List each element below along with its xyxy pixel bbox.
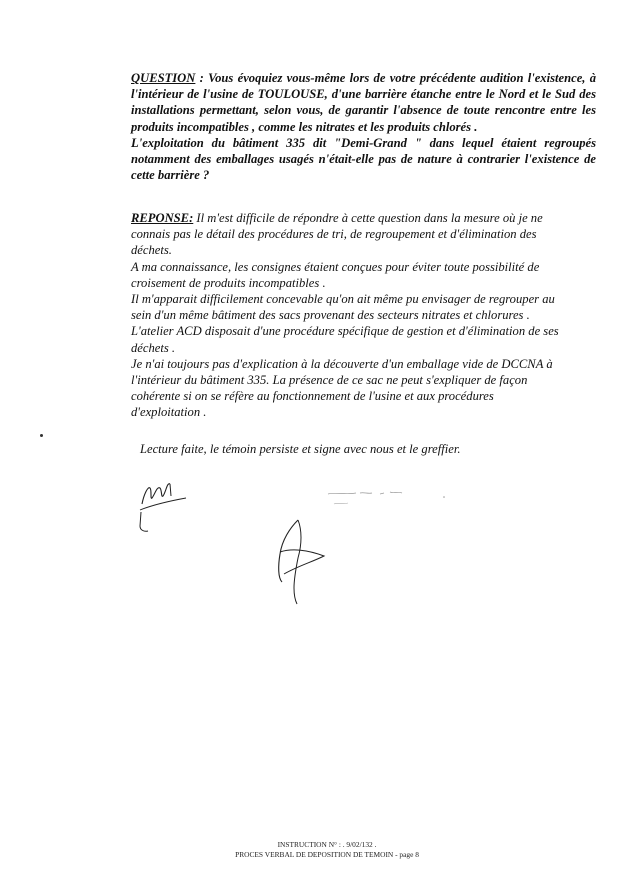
response-line-8: L'atelier ACD disposait d'une procédure spécifique de gestion et d'élimination de ses (131, 324, 559, 339)
response-line-5: croisement de produits incompatibles . (131, 275, 326, 290)
footer-page-info: PROCES VERBAL DE DEPOSITION DE TEMOIN - page 8 (235, 850, 419, 859)
question-block (131, 70, 596, 183)
question-paragraph-2: L'exploitation du bâtiment 335 dit "Demi-Grand " dans lequel étaient regroupés notamment des emballages usagés n'était-elle pas de nature à contrarier l'existence de cette barrière ? (131, 135, 596, 183)
closing-statement: Lecture faite, le témoin persiste et signe avec nous et le greffier. (140, 442, 461, 456)
question-label: QUESTION (131, 71, 196, 85)
response-line-13: d'exploitation . (131, 405, 207, 420)
response-label: REPONSE: (131, 211, 194, 225)
response-line-2: connais pas le détail des procédures de tri, de regroupement et d'élimination des (131, 227, 537, 242)
margin-mark (40, 434, 43, 437)
footer-instruction: INSTRUCTION N° : . 9/02/132 . (277, 840, 377, 849)
response-block (131, 210, 596, 421)
response-line-1: Il m'est difficile de répondre à cette question dans la mesure où je ne (193, 211, 543, 225)
response-line-3: déchets. (131, 243, 172, 258)
response-line-4: A ma connaissance, les consignes étaient conçues pour éviter toute possibilité de (131, 259, 540, 274)
response-line-11: l'intérieur du bâtiment 335. La présence de ce sac ne peut s'expliquer de façon (131, 373, 528, 388)
response-line-10: Je n'ai toujours pas d'explication à la découverte d'un emballage vide de DCCNA à (131, 356, 553, 371)
witness-signature (136, 476, 196, 538)
response-line-12: cohérente si on se réfère au fonctionnement de l'usine et aux procédures (131, 389, 494, 404)
faint-stamp-mark (326, 488, 456, 510)
response-line (131, 210, 596, 226)
officer-signature (268, 516, 338, 606)
response-line-9: déchets . (131, 340, 176, 355)
question-text: : Vous évoquiez vous-même lors de votre précédente audition l'existence, à l'intérieur de l'usine de TOULOUSE, d'une barrière étanche entre le Nord et le Sud des installations permettant, selon vous, de garantir l'absence de toute rencontre entre les produits incompatibles , comme les nitrates et les produits chlorés . (131, 71, 596, 134)
response-line-6: Il m'apparait difficilement concevable qu'on ait même pu envisager de regrouper au (131, 292, 555, 307)
question-paragraph (131, 70, 596, 135)
response-line-7: sein d'un même bâtiment des sacs provenant des secteurs nitrates et chlorures . (131, 308, 530, 323)
